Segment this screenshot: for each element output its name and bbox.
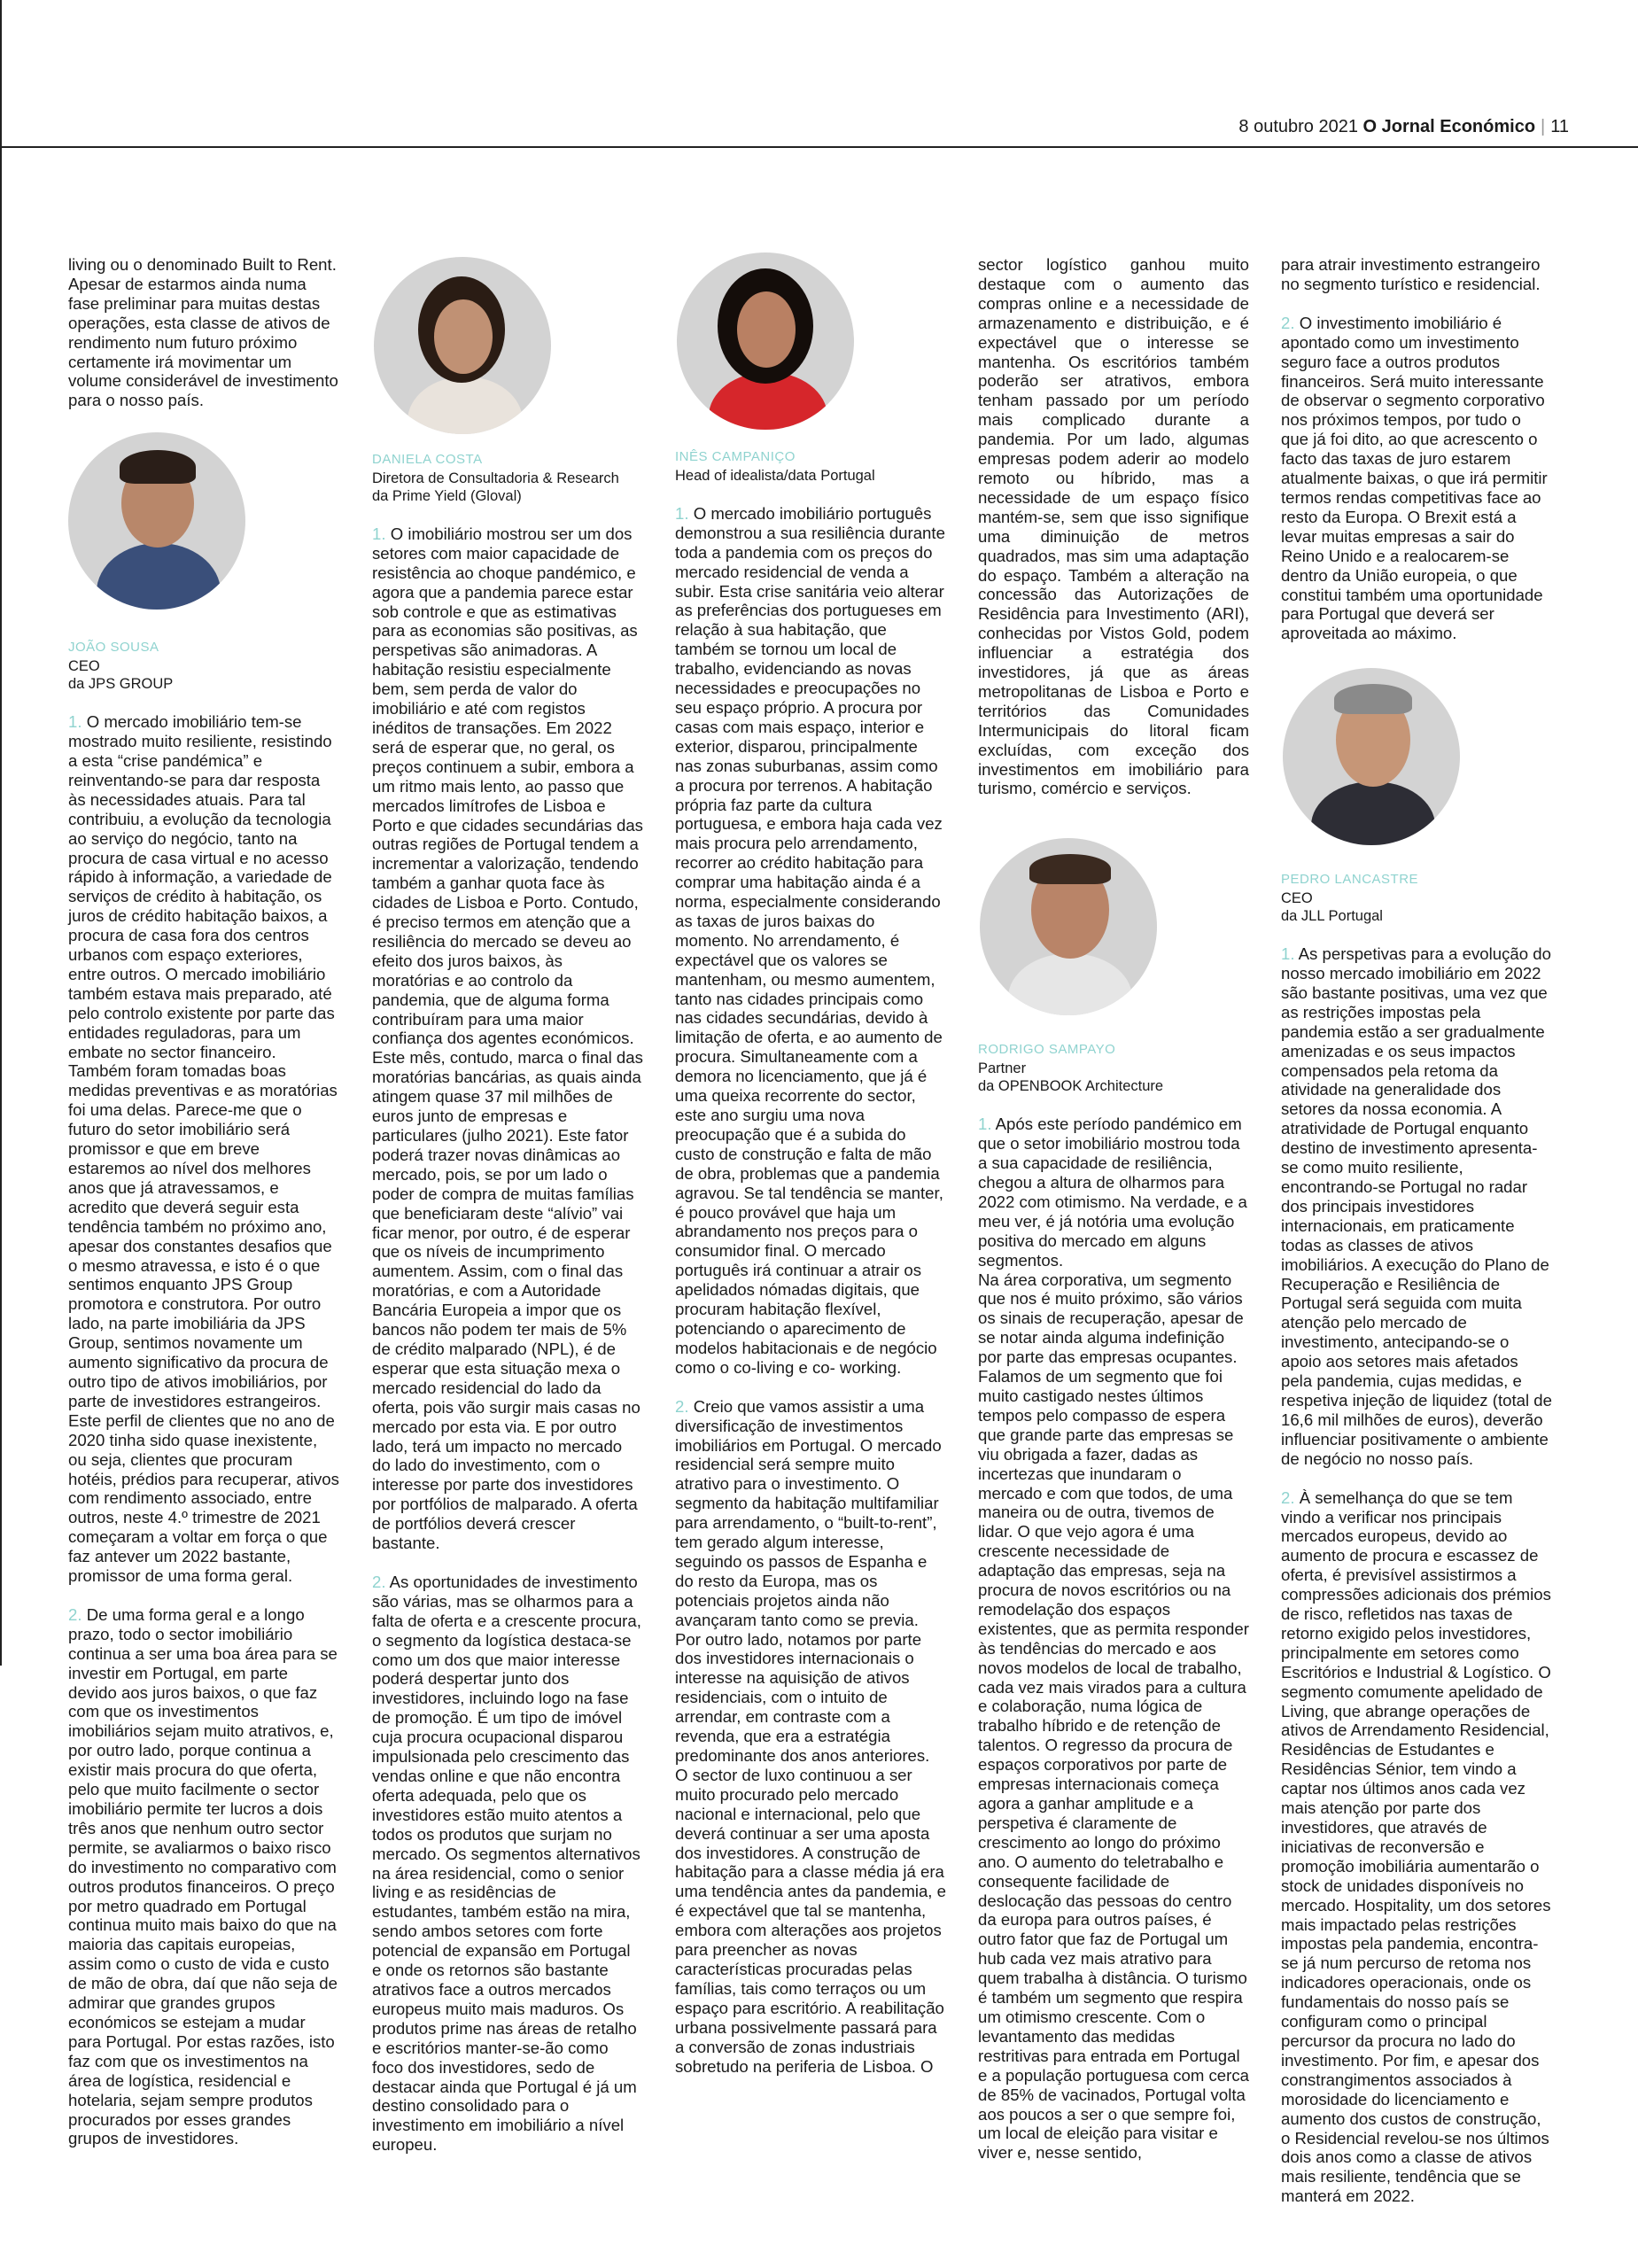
author-name: PEDRO LANCASTRE: [1281, 872, 1419, 888]
author-title: CEO: [1281, 890, 1313, 907]
author-company: da JLL Portugal: [1281, 908, 1383, 925]
answer-text: À semelhança do que se tem vindo a verificar nos principais mercados europeus, devido ao aumento de procura e escassez de oferta, é previsível assistirmos a compressões adicionais dos prémios de risco, refletidos nas taxas de retorno exigido pelos investidores, principalmente em setores como Escritórios e Industrial & Logístico. O segmento comumente apelidado de Living, que abrange operações de ativos de Arrendamento Residencial, Residências de Estudantes e Residências Sénior, tem vindo a captar nos últimos anos cada vez mais atenção por parte dos investidores, que através de iniciativas de reconversão e promoção imobiliária aumentarão o stock de unidades disponíveis no mercado. Hospitality, um dos setores mais impactado pelas restrições impostas pela pandemia, encontra-se já num percurso de retoma nos indicadores operacionais, onde os fundamentais do nosso país se configuram como o principal percursor da procura no lado do investimento. Por fim, e apesar dos constrangimentos associados à morosidade do licenciamento e aumento dos custos de construção, o Residencial revelou-se nos últimos dois anos como a classe de ativos mais resiliente, tendência que se manterá em 2022.: [1281, 1487, 1551, 2206]
answer-number: 2.: [1281, 1487, 1295, 1507]
author-name: DANIELA COSTA: [372, 452, 483, 467]
portrait-rodrigo-sampayo: [980, 838, 1157, 1015]
page-edge-rule: [0, 0, 2, 1666]
answer-text: O mercado imobiliário português demonstrou a sua resiliência durante toda a pandemia com os preços do mercado residencial de venda a subir. Esta crise sanitária veio alterar as preferências dos portugueses em relação à sua habitação, que também se tornou um local de trabalho, evidenciando as novas necessidades e preocupações no seu espaço próprio. A procura por casas com mais espaço, interior e exterior, disparou, principalmente nas zonas suburbanas, assim como a procura por terrenos. A habitação própria faz parte da cultura portuguesa, e embora haja cada vez mais procura pelo arrendamento, recorrer ao crédito habitação para comprar uma habitação ainda é a norma, especialmente considerando as taxas de juros baixas do momento. No arrendamento, é expectável que os valores se mantenham, ou mesmo aumentem, tanto nas cidades principais como nas cidades secundárias, devido à limitação de oferta, e ao aumento de procura. Simultaneamente com a demora no licenciamento, que já é uma queixa recorrente do sector, este ano surgiu uma nova preocupação que é a subida do custo de construção e falta de mão de obra, problemas que a pandemia agravou. Se tal tendência se manter, é pouco provável que haja um abrandamento nos preços para o consumidor final. O mercado português irá continuar a atrair os apelidados nómadas digitais, que procuram habitação flexível, potenciando o aparecimento de modelos habitacionais e de negócio como o co-living e co- working.: [675, 503, 945, 1377]
author-name: RODRIGO SAMPAYO: [978, 1042, 1116, 1058]
author-company: da OPENBOOK Architecture: [978, 1078, 1164, 1095]
author-title: Head of idealista/data Portugal: [675, 467, 875, 484]
answer-number: 2.: [68, 1604, 82, 1624]
answer-number: 1.: [372, 524, 386, 543]
author-company: da Prime Yield (Gloval): [372, 487, 522, 504]
answer-number: 2.: [675, 1396, 689, 1416]
answer-number: 1.: [1281, 944, 1295, 964]
author-name: INÊS CAMPANIÇO: [675, 449, 796, 464]
answer-text: O mercado imobiliário tem-se mostrado muito resiliente, resistindo a esta “crise pandémica” e reinventando-se para dar resposta às necessidades atuais. Para tal contribuiu, a evolução da tecnologia ao serviço do negócio, tanto na procura de casa virtual e no acesso rápido à informação, a variedade de serviços de crédito à habitação, os juros de crédito habitação baixos, a procura de casa fora dos centros urbanos com espaço exteriores, entre outros. O mercado imobiliário também estava mais preparado, até pelo controlo existente por parte das entidades reguladoras, para um embate no sector financeiro. Também foram tomadas boas medidas preventivas e as moratórias foi uma delas. Parece-me que o futuro do setor imobiliário será promissor e que em breve estaremos ao nível dos melhores anos que já atravessamos, e acredito que deverá seguir esta tendência também no próximo ano, apesar dos constantes desafios que o mesmo atravessa, e isto é o que sentimos enquanto JPS Group promotora e construtora. Por outro lado, na parte imobiliária da JPS Group, sentimos novamente um aumento significativo da procura de outro tipo de ativos imobiliários, por parte de investidores estrangeiros. Este perfil de clientes que no ano de 2020 tinha sido quase inexistente, ou seja, clientes que procuram hotéis, prédios para recuperar, ativos com rendimento associado, entre outros, neste 4.º trimestre de 2021 começaram a voltar em força o que faz antever um 2022 bastante, promissor de uma forma geral.: [68, 712, 339, 1586]
author-title: Partner: [978, 1060, 1027, 1077]
continued-text: para atrair investimento estrangeiro no segmento turístico e residencial.: [1281, 255, 1541, 293]
answer-text: Após este período pandémico em que o setor imobiliário mostrou toda a sua capacidade de resiliência, chegou a altura de olharmos para 2022 com otimismo. Na verdade, e a meu ver, é já notória uma evolução positiva do mercado em alguns segmentos.: [978, 1115, 1247, 1270]
answer-number: 1.: [978, 1115, 992, 1134]
page-number: 11: [1550, 117, 1569, 136]
column-2: [372, 257, 643, 2155]
answer-text: O imobiliário mostrou ser um dos setores com maior capacidade de resistência ao choque pandémico, e agora que a pandemia parece estar sob controle e que as estimativas para as economias são positivas, as perspetivas são animadoras. A habitação resistiu especialmente bem, sem perda de valor do imobiliário e até com registos inéditos de transações. Em 2022 será de esperar que, no geral, os preços continuem a subir, embora a um ritmo mais lento, ao passo que mercados limítrofes de Lisboa e Porto e que cidades secundárias das outras regiões de Portugal tendem a incrementar a valorização, tendendo também a ganhar quota face às cidades de Lisboa e Porto. Contudo, é preciso termos em atenção que a resiliência do mercado se deveu ao efeito dos juros baixos, às moratórias e ao controlo da pandemia, que de alguma forma contribuíram para uma maior confiança dos agentes económicos. Este mês, contudo, marca o final das moratórias bancárias, as quais ainda atingem quase 37 mil milhões de euros junto de empresas e particulares (julho 2021). Este fator poderá trazer novas dinâmicas ao mercado, pois, se por um lado o poder de compra de muitas famílias que beneficiaram deste “alívio” vai ficar menor, por outro, é de esperar que os níveis de incumprimento aumentem. Assim, com o final das moratórias, e com a Autoridade Bancária Europeia a impor que os bancos não podem ter mais de 5% de crédito malparado (NPL), é de esperar que esta situação mexa o mercado residencial do lado da oferta, pois vão surgir mais casas no mercado por esta via. E por outro lado, terá um impacto no mercado do lado do investimento, com o interesse por parte dos investidores por portfólios de malparado. A oferta de portfólios deverá crescer bastante.: [372, 524, 643, 1553]
author-company: da JPS GROUP: [68, 676, 174, 693]
portrait-ines-campanico: [677, 252, 854, 430]
continued-text: living ou o denominado Built to Rent. Apesar de estarmos ainda numa fase preliminar para muitas destas operações, esta classe de ativos de rendimento num futuro próximo certamente irá movimentar um volume considerável de investimento para o nosso país.: [68, 255, 338, 410]
portrait-daniela-costa: [374, 257, 551, 434]
portrait-joao-sousa: [68, 432, 245, 610]
answer-number: 1.: [675, 503, 689, 523]
answer-number: 2.: [1281, 313, 1295, 332]
publication-name: O Jornal Económico: [1362, 117, 1536, 136]
answer-number: 1.: [68, 712, 82, 732]
continued-text: sector logístico ganhou muito destaque com o aumento das compras online e a necessidade de armazenamento e distribuição, e é expectável que o interesse se mantenha. Os escritórios também poderão ser atrativos, embora tenham passado por um período mais complicado durante a pandemia. Por um lado, algumas empresas podem aderir ao modelo remoto ou híbrido, mas a necessidade de um espaço físico mantém-se, sem que isso signifique uma diminuição de metros quadrados, mas sim uma adaptação do espaço. Também a alteração na concessão das Autorizações de Residência para Investimento (ARI), conhecidas por Vistos Gold, podem influenciar a estratégia dos investidores, já que as áreas metropolitanas de Lisboa e Porto e territórios das Comunidades Intermunicipais do litoral ficam excluídas, com exceção dos investimentos em imobiliário para turismo, comércio e serviços.: [978, 255, 1249, 798]
author-title: Diretora de Consultadoria & Research: [372, 470, 619, 486]
author-title: CEO: [68, 658, 100, 675]
page-header: [1238, 117, 1569, 137]
answer-text: O investimento imobiliário é apontado como um investimento seguro face a outros produtos financeiros. Será muito interessante de observar o segmento corporativo nos próximos tempos, por tudo o que já foi dito, ao que acrescento o facto das taxas de juro estarem atualmente baixas, o que irá permitir termos rendas competitivas face ao resto da Europa. O Brexit está a levar muitas empresas a sair do Reino Unido e a realocarem-se dentro da União europeia, o que constitui também uma oportunidade para Portugal que deverá ser aproveitada ao máximo.: [1281, 313, 1548, 643]
author-name: JOÃO SOUSA: [68, 640, 159, 656]
answer-number: 2.: [372, 1572, 386, 1591]
answer-text: As oportunidades de investimento são várias, mas se olharmos para a falta de oferta e a crescente procura, o segmento da logística destaca-se como um dos que maior interesse poderá despertar junto dos investidores, incluindo logo na fase de promoção. É um tipo de imóvel cuja procura ocupacional disparou impulsionada pelo crescimento das vendas online e que não encontra oferta adequada, pelo que os investidores estão muito atentos a todos os produtos que surjam no mercado. Os segmentos alternativos na área residencial, como o senior living e as residências de estudantes, também estão na mira, sendo ambos setores com forte potencial de expansão em Portugal e onde os retornos são bastante atrativos face a outros mercados europeus muito mais maduros. Os produtos prime nas áreas de retalho e escritórios manter-se-ão como foco dos investidores, sedo de destacar ainda que Portugal é já um destino consolidado para o investimento em imobiliário a nível europeu.: [372, 1572, 641, 2155]
header-rule: [0, 146, 1638, 148]
answer-text: De uma forma geral e a longo prazo, todo o sector imobiliário continua a ser uma boa área para se investir em Portugal, em parte devido aos juros baixos, o que faz com que os investimentos imobiliários sejam muito atrativos, e, por outro lado, porque continua a existir mais procura do que oferta, pelo que muito facilmente o sector imobiliário permite ter lucros a dois três anos que nenhum outro sector permite, se avaliarmos o baixo risco do investimento no comparativo com outros produtos financeiros. O preço por metro quadrado em Portugal continua muito mais baixo do que na maioria das capitais europeias, assim como o custo de vida e custo de mão de obra, daí que não seja de admirar que grandes grupos económicos se estejam a mudar para Portugal. Por estas razões, isto faz com que os investimentos na área de logística, residencial e hotelaria, sejam sempre produtos procurados por esses grandes grupos de investidores.: [68, 1604, 338, 2148]
header-separator: |: [1541, 117, 1546, 136]
column-1: [68, 255, 339, 2148]
answer-text: As perspetivas para a evolução do nosso mercado imobiliário em 2022 são bastante positivas, uma vez que as restrições impostas pela pandemia estão a ser gradualmente amenizadas e os seus impactos compensados pela retoma da atividade na generalidade dos setores da nossa economia. A atratividade de Portugal enquanto destino de investimento apresenta-se como muito resiliente, encontrando-se Portugal no radar dos principais investidores internacionais, em praticamente todas as classes de ativos imobiliários. A execução do Plano de Recuperação e Resiliência de Portugal será seguida com muita atenção pelo mercado de investimento, antecipando-se o apoio aos setores mais afetados pela pandemia, cujas medidas, e respetiva injeção de liquidez (total de 16,6 mil milhões de euros), deverão influenciar positivamente o ambiente de negócio no nosso país.: [1281, 944, 1552, 1468]
column-5: [1281, 255, 1552, 2206]
column-4: [978, 255, 1249, 2163]
issue-date: 8 outubro 2021: [1238, 117, 1358, 136]
answer-text-continued: Na área corporativa, um segmento que nos é muito próximo, são vários os sinais de recuperação, apesar de se notar ainda alguma indefinição por parte das empresas ocupantes. Falamos de um segmento que foi muito castigado nestes últimos tempos pelo compasso de espera que grande parte das empresas se viu obrigada a fazer, dadas as incertezas que inundaram o mercado e com que todos, de uma maneira ou de outra, tivemos de lidar. O que vejo agora é uma crescente necessidade de adaptação das empresas, seja na procura de novos escritórios ou na remodelação dos espaços existentes, que as permita responder às tendências do mercado e aos novos modelos de local de trabalho, cada vez mais virados para a cultura e colaboração, numa lógica de trabalho híbrido e de retenção de talentos. O regresso da procura de espaços corporativos por parte de empresas internacionais começa agora a ganhar amplitude e a perspetiva é claramente de crescimento ao longo do próximo ano. O aumento do teletrabalho e consequente facilidade de deslocação das pessoas do centro da europa para outros países, é outro fator que faz de Portugal um hub cada vez mais atrativo para quem trabalha à distância. O turismo é também um segmento que respira um otimismo crescente. Com o levantamento das medidas restritivas para entrada em Portugal e a população portuguesa com cerca de 85% de vacinados, Portugal volta aos poucos a ser o que sempre foi, um local de eleição para visitar e viver e, nesse sentido,: [978, 1270, 1249, 2163]
portrait-pedro-lancastre: [1283, 668, 1460, 845]
answer-text: Creio que vamos assistir a uma diversificação de investimentos imobiliários em Portugal. O mercado residencial será sempre muito atrativo para o investimento. O segmento da habitação multifamiliar para arrendamento, o “built-to-rent”, tem gerado algum interesse, seguindo os passos de Espanha e do resto da Europa, mas os potenciais projetos ainda não avançaram tanto como se previa. Por outro lado, notamos por parte dos investidores internacionais o interesse na aquisição de ativos residenciais, com o intuito de arrendar, em contraste com a revenda, que era a estratégia predominante dos anos anteriores. O sector de luxo continuou a ser muito procurado pelo mercado nacional e internacional, pelo que deverá continuar a ser uma aposta dos investidores. A construção de habitação para a classe média já era uma tendência antes da pandemia, e é expectável que tal se mantenha, embora com alterações aos projetos para preencher as novas características procuradas pelas famílias, tais como terraços ou um espaço para escritório. A reabilitação urbana possivelmente passará para a conversão de zonas industriais sobretudo na periferia de Lisboa. O: [675, 1396, 946, 2076]
column-3: [675, 252, 946, 2076]
